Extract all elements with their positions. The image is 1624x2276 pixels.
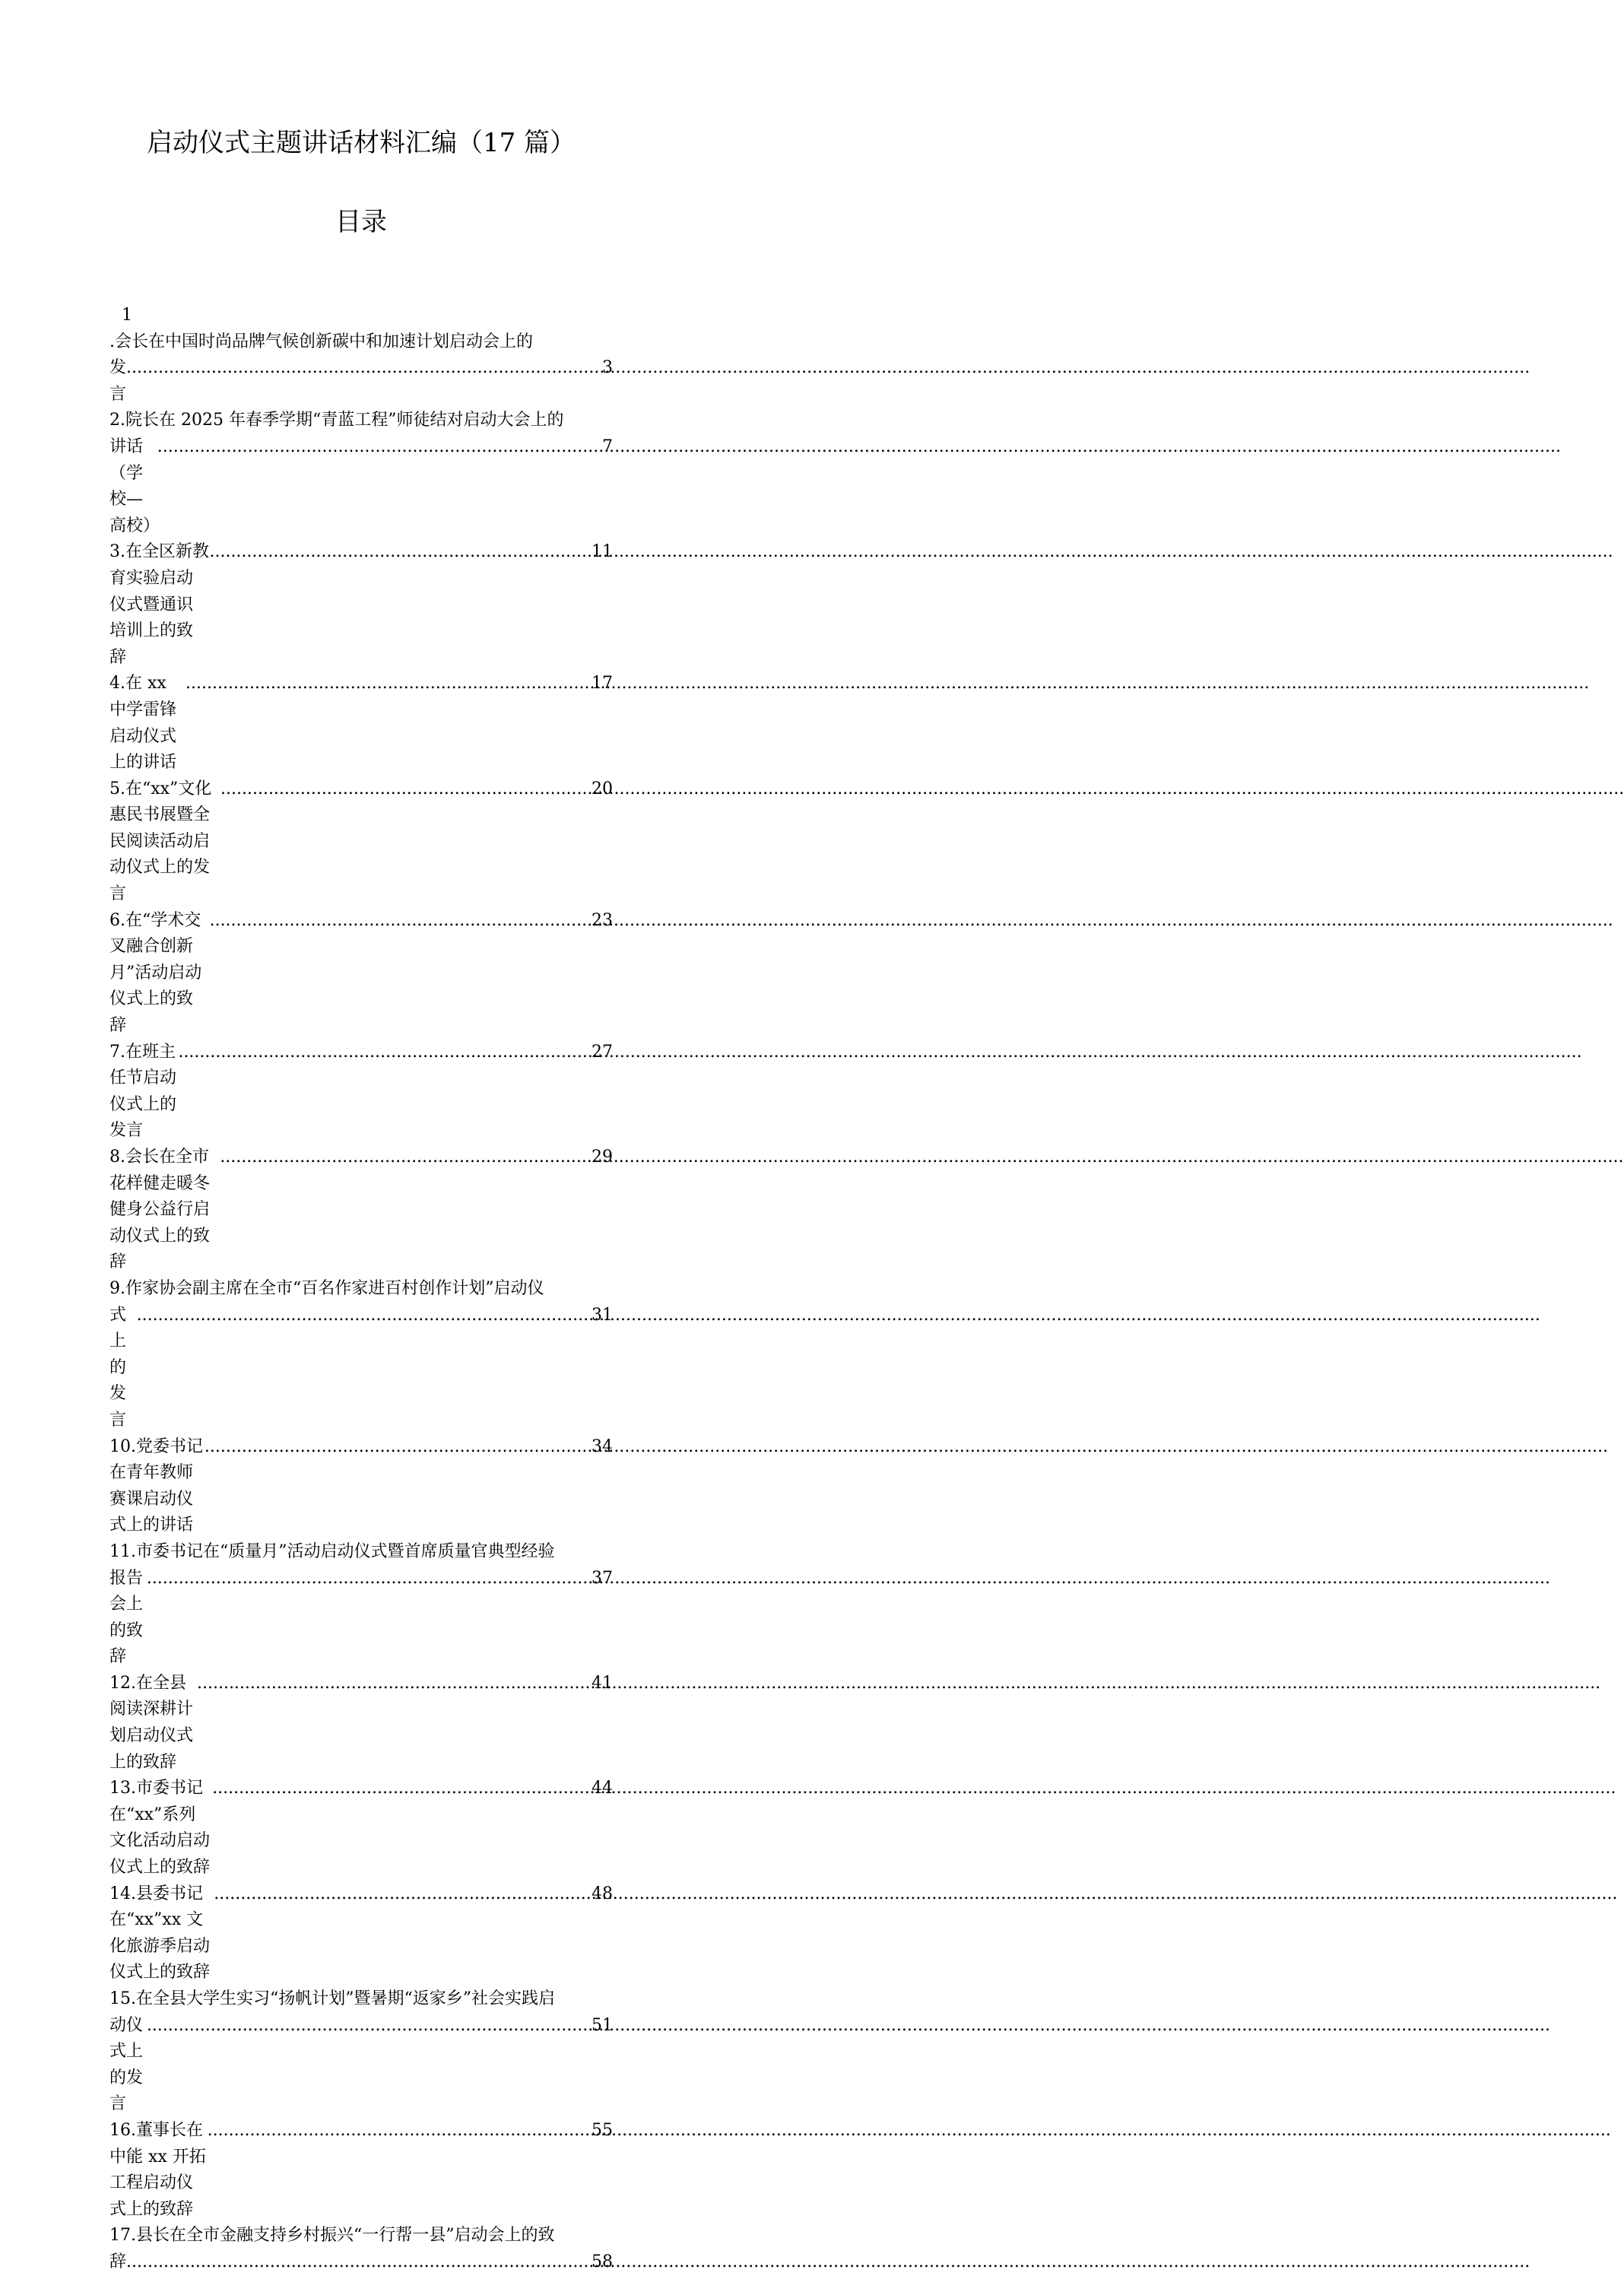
toc-page-number: 20 bbox=[592, 779, 613, 798]
toc-entry-8[interactable] bbox=[109, 1144, 613, 1276]
toc-heading: 目录 bbox=[335, 207, 387, 237]
toc-entry-title: 5.在“xx”文化惠民书展暨全民阅读活动启动仪式上的发言 bbox=[109, 779, 212, 904]
toc-entry-1[interactable] bbox=[109, 303, 613, 408]
toc-entry-title-line1: .会长在中国时尚品牌气候创新碳中和加速计划启动会上的 bbox=[109, 332, 533, 351]
toc-page-number: 41 bbox=[592, 1673, 613, 1693]
table-of-contents bbox=[109, 303, 613, 2276]
dot-leader bbox=[147, 1566, 592, 1592]
dot-leader bbox=[126, 2249, 592, 2276]
toc-entry-14[interactable] bbox=[109, 1881, 613, 1986]
toc-page-number: 48 bbox=[592, 1884, 613, 1903]
dot-leader bbox=[220, 1144, 592, 1171]
toc-page-number: 27 bbox=[592, 1042, 613, 1062]
toc-entry-title-line1: 2.院长在 2025 年春季学期“青蓝工程”师徒结对启动大会上的 bbox=[109, 411, 564, 430]
toc-entry-title-line1: 15.在全县大学生实习“扬帆计划”暨暑期“返家乡”社会实践启 bbox=[109, 1989, 555, 2008]
toc-entry-11[interactable] bbox=[109, 1539, 613, 1671]
toc-entry-title: 4.在 xx 中学雷锋启动仪式上的讲话 bbox=[109, 674, 177, 773]
toc-entry-12[interactable] bbox=[109, 1671, 613, 1776]
toc-entry-13[interactable] bbox=[109, 1776, 613, 1881]
dot-leader bbox=[157, 434, 602, 461]
toc-entry-title-line2: 报告会上的致辞 bbox=[109, 1568, 144, 1667]
toc-entry-title: 7.在班主任节启动仪式上的发言 bbox=[109, 1042, 177, 1141]
dot-leader bbox=[186, 671, 592, 697]
toc-entry-7[interactable] bbox=[109, 1040, 613, 1144]
toc-entry-title-line2: 讲话（学校—高校） bbox=[109, 436, 160, 535]
toc-page-number: 31 bbox=[592, 1305, 613, 1325]
dot-leader bbox=[212, 1776, 592, 1802]
dot-leader bbox=[209, 539, 592, 566]
dot-leader bbox=[214, 1881, 592, 1908]
toc-page-number: 23 bbox=[592, 910, 613, 930]
dot-leader bbox=[126, 355, 602, 382]
toc-entry-title: 12.在全县阅读深耕计划启动仪式上的致辞 bbox=[109, 1673, 194, 1772]
dot-leader bbox=[220, 776, 592, 803]
toc-entry-4[interactable] bbox=[109, 671, 613, 776]
toc-page-number: 17 bbox=[592, 674, 613, 694]
toc-entry-title-line1: 17.县长在全市金融支持乡村振兴“一行帮一县”启动会上的致 bbox=[109, 2226, 555, 2246]
toc-page-number: 34 bbox=[592, 1436, 613, 1456]
toc-entry-number: 1 bbox=[122, 306, 132, 325]
toc-entry-title-line2: 动仪式上的发言 bbox=[109, 2015, 144, 2114]
dot-leader bbox=[205, 1434, 592, 1461]
toc-entry-title-line2: 发言 bbox=[109, 358, 127, 404]
document-title: 启动仪式主题讲话材料汇编（17 篇） bbox=[146, 128, 576, 158]
toc-entry-5[interactable] bbox=[109, 776, 613, 908]
toc-entry-2[interactable] bbox=[109, 408, 613, 539]
dot-leader bbox=[208, 2118, 592, 2144]
dot-leader bbox=[137, 1303, 592, 1329]
dot-leader bbox=[197, 1671, 592, 1697]
toc-entry-title: 13.市委书记在“xx”系列文化活动启动仪式上的致辞 bbox=[109, 1779, 211, 1878]
toc-entry-title-line2: 式上的发言 bbox=[109, 1305, 127, 1430]
toc-page-number: 3 bbox=[602, 358, 613, 378]
toc-entry-6[interactable] bbox=[109, 908, 613, 1040]
toc-entry-title: 10.党委书记在青年教师赛课启动仪式上的讲话 bbox=[109, 1436, 203, 1535]
toc-entry-16[interactable] bbox=[109, 2118, 613, 2223]
toc-page-number: 11 bbox=[592, 542, 613, 562]
toc-entry-title-line1: 9.作家协会副主席在全市“百名作家进百村创作计划”启动仪 bbox=[109, 1278, 544, 1298]
toc-entry-17[interactable] bbox=[109, 2223, 613, 2275]
toc-page-number: 29 bbox=[592, 1148, 613, 1167]
toc-entry-title-line1: 11.市委书记在“质量月”活动启动仪式暨首席质量官典型经验 bbox=[109, 1541, 555, 1561]
toc-page-number: 55 bbox=[592, 2120, 613, 2140]
dot-leader bbox=[147, 2013, 592, 2040]
toc-entry-15[interactable] bbox=[109, 1986, 613, 2118]
dot-leader bbox=[178, 1040, 592, 1066]
toc-entry-9[interactable] bbox=[109, 1276, 613, 1434]
toc-entry-title: 14.县委书记在“xx”xx 文化旅游季启动仪式上的致辞 bbox=[109, 1884, 211, 1982]
toc-page-number: 51 bbox=[592, 2015, 613, 2035]
toc-entry-title: 16.董事长在中能 xx 开拓工程启动仪式上的致辞 bbox=[109, 2120, 206, 2219]
toc-entry-3[interactable] bbox=[109, 539, 613, 671]
toc-page-number: 37 bbox=[592, 1568, 613, 1588]
dot-leader bbox=[210, 908, 592, 935]
toc-entry-title: 8.会长在全市花样健走暖冬健身公益行启动仪式上的致辞 bbox=[109, 1148, 211, 1272]
toc-entry-title-line2: 辞 bbox=[109, 2252, 127, 2271]
toc-page-number: 7 bbox=[602, 436, 613, 456]
toc-entry-title: 3.在全区新教育实验启动仪式暨通识培训上的致辞 bbox=[109, 542, 209, 667]
toc-entry-10[interactable] bbox=[109, 1434, 613, 1539]
toc-page-number: 58 bbox=[592, 2252, 613, 2271]
toc-page-number: 44 bbox=[592, 1779, 613, 1798]
toc-entry-title: 6.在“学术交叉融合创新月”活动启动仪式上的致辞 bbox=[109, 910, 202, 1036]
